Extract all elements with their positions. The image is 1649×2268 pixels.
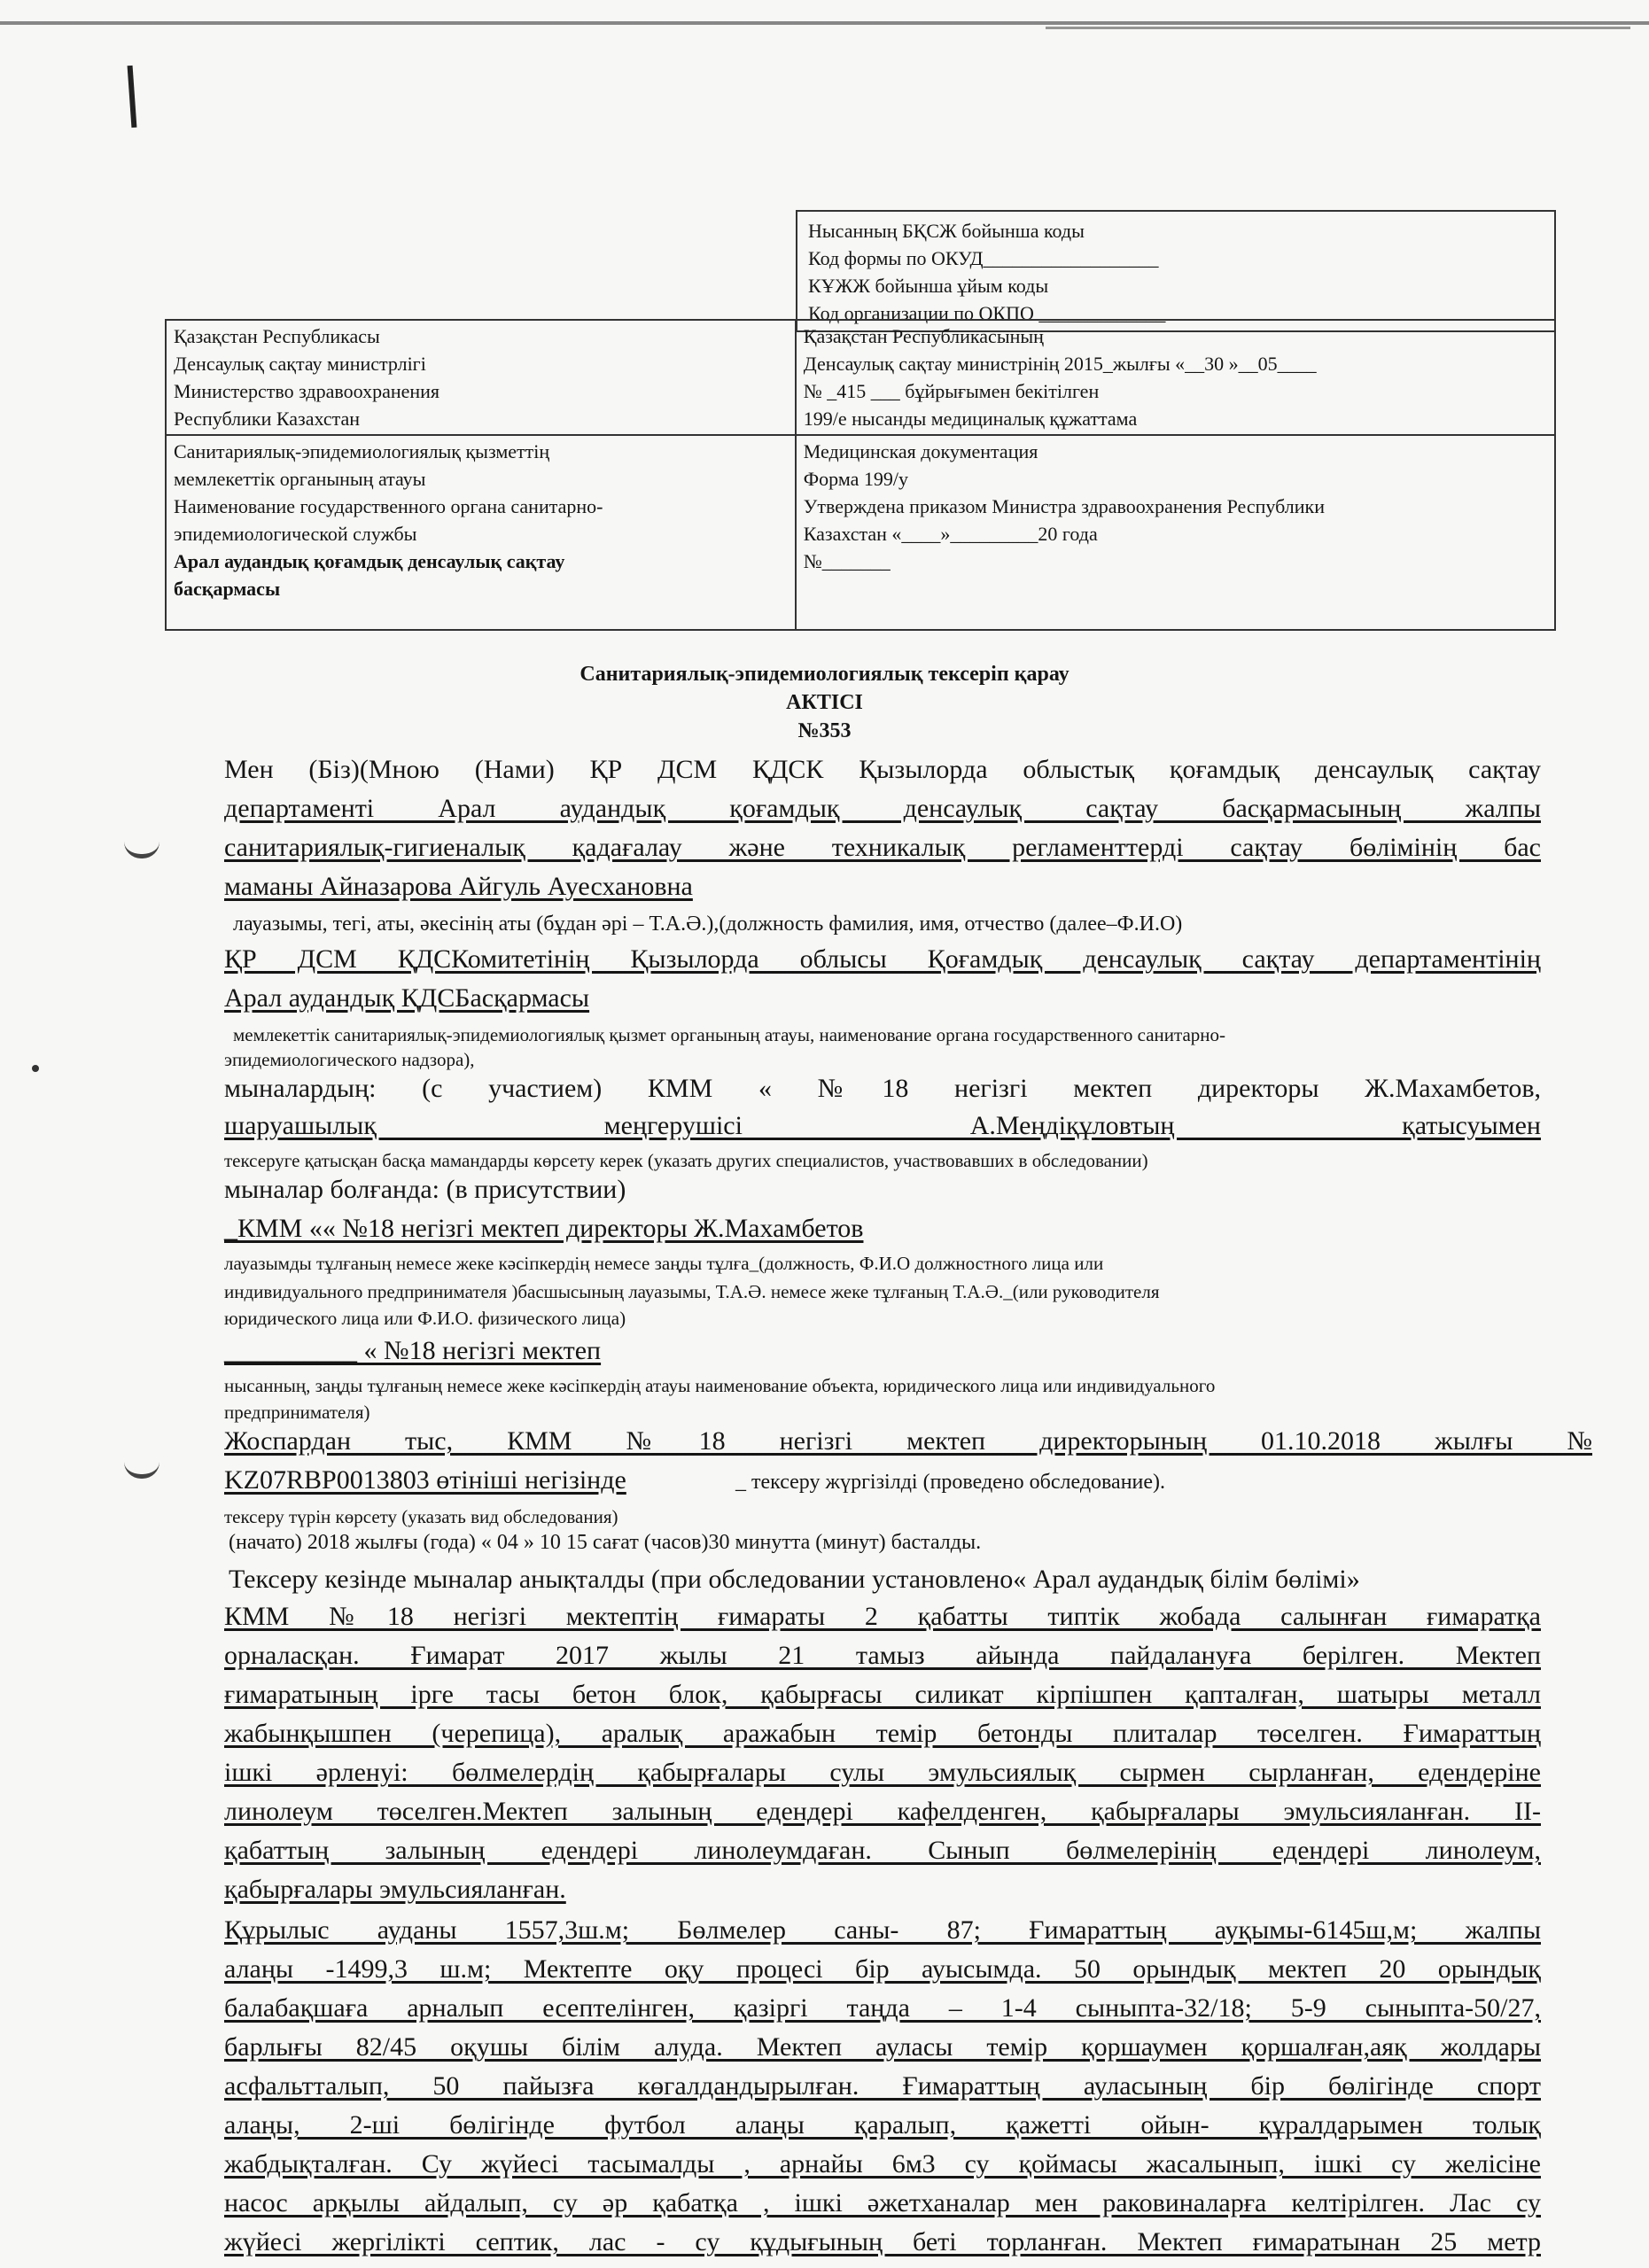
body-line: балабақшаға арналып есептелінген, қазіргі таңда – 1-4 сыныпта-32/18; 5-9 сыныпта-50/27, [224,1993,1541,2023]
binder-hole [124,842,159,858]
authority-line: Санитариялық-эпидемиологиялық қызметтің [174,440,550,462]
form-code-box [796,210,1556,332]
caption: лауазымды тұлғаның немесе жеке кәсіпкердің немесе заңды тұлға_(должность, Ф.И.О должностного лица или [224,1253,1104,1274]
body-line: шаруашылық меңгерушісі А.Меңдіқұловтың қатысуымен [224,1111,1541,1140]
approval-ru-line: Медицинская документация [803,440,1038,462]
body-line: _ тексеру жүргізілді (проведено обследование). [735,1471,1166,1494]
form-code-line: Код организации по ОКПО _____________ [808,302,1166,324]
act-subtitle: АКТІСІ [786,691,863,714]
body-line: санитариялық-гигиеналық қадағалау және техникалық регламенттерді сақтау бөлімінің бас [224,833,1541,862]
approval-ru-line: Казахстан «____»_________20 года [803,523,1098,545]
approval-line: № _415 ___ бұйрығымен бекітілген [803,380,1100,402]
approval-ru-line: Утверждена приказом Министра здравоохранения Республики [803,495,1325,517]
caption: юридического лица или Ф.И.О. физического лица) [224,1308,626,1329]
body-line: __________ « №18 негізгі мектеп [224,1336,602,1365]
ministry-cell [166,320,796,435]
body-line: насос арқылы айдалып, су әр қабатқа , ішкі әжетханалар мен раковиналарға келтірілген. Лас су [224,2188,1541,2218]
body-line: маманы Айназарова Айгуль Ауесхановна [224,872,693,901]
body-line: жабынқышпен (черепица), аралық аражабын темір бетонды плиталар төселген. Ғимараттың [224,1719,1541,1748]
approval-line: 199/е нысанды медициналық құжаттама [803,408,1138,430]
authority-cell [166,435,796,630]
body-line: орналасқан. Ғимарат 2017 жылы 21 тамыз айында пайдалануға берілген. Мектеп [224,1641,1541,1670]
form-code-line: КҰЖЖ бойынша ұйым коды [808,275,1049,297]
body-line: жүйесі жергілікті септик, лас - су құдығының беті торланған. Мектеп ғимаратынан 25 метр [224,2227,1541,2256]
body-line: қабаттың залының едендері линолеумдаған. Сынып бөлмелерінің едендері линолеум, [224,1836,1541,1865]
body-line: Мен (Біз)(Мною (Нами) ҚР ДСМ ҚДСК Қызылорда облыстық қоғамдық денсаулық сақтау [224,755,1541,784]
approval-line: Денсаулық сақтау министрінің 2015_жылғы «__30 »__05____ [803,353,1317,375]
body-line: Тексеру кезінде мыналар анықталды (при обследовании установлено« Арал аудандық білім бөлімі» [229,1565,1360,1594]
ministry-line: Республики Казахстан [174,408,361,430]
ministry-line: Қазақстан Республикасы [174,325,380,347]
body-line: жабдықталған. Су жүйесі тасымалды , арнайы 6м3 су қоймасы жасалынып, ішкі су желісіне [224,2149,1541,2179]
body-line: Жоспардан тыс, КММ №18 негізгі мектеп директорының 01.10.2018 жылғы № [224,1426,1592,1456]
form-code-line: Код формы по ОКУД__________________ [808,247,1159,269]
authority-name: Арал аудандық қоғамдық денсаулық сақтау [174,550,565,572]
body-line: КММ №18 негізгі мектептің ғимараты 2 қабатты типтік жобада салынған ғимаратқа [224,1602,1541,1631]
form-code-line: Нысанның БҚСЖ бойынша коды [808,220,1085,242]
body-line: департаменті Арал аудандық қоғамдық денсаулық сақтау басқармасының жалпы [224,794,1541,823]
authority-name: басқармасы [174,578,281,600]
scan-edge-top [0,21,1649,25]
act-title: Санитариялық-эпидемиологиялық тексеріп қарау [579,663,1070,686]
body-line: алаңы -1499,3 ш.м; Мектепте оқу процесі бір ауысымда. 50 орындық мектеп 20 орындық [224,1954,1541,1984]
caption: нысанның, заңды тұлғаның немесе жеке кәсіпкердің атауы наименование объекта, юридического лица или индивидуального [224,1375,1216,1396]
ministry-line: Министерство здравоохранения [174,380,440,402]
body-line: Құрылыс ауданы 1557,3ш.м; Бөлмелер саны- 87; Ғимараттың ауқымы-6145ш,м; жалпы [224,1915,1541,1945]
body-line: (начато) 2018 жылғы (года) « 04 » 10 15 сағат (часов)30 минутта (минут) басталды. [229,1531,982,1554]
body-line: барлығы 82/45 оқушы білім алуда. Мектеп ауласы темір қоршаумен қоршалған,аяқ жолдары [224,2032,1541,2062]
approval-ru-line: №_______ [803,550,891,572]
authority-line: Наименование государственного органа санитарно- [174,495,603,517]
body-line: линолеум төселген.Мектеп залының едендері кафелденген, қабырғалары эмульсияланған. ІІ- [224,1797,1541,1826]
caption: эпидемиологического надзора), [224,1049,475,1070]
scan-dot [32,1065,39,1072]
caption: мемлекеттік санитариялық-эпидемиологиялық қызмет органының атауы, наименование органа государственного санитарно- [233,1024,1225,1045]
authority-line: мемлекеттік органының атауы [174,468,426,490]
approval-ru-line: Форма 199/у [803,468,908,490]
body-line: мыналардың: (с участием) КММ « №18 негізгі мектеп директоры Ж.Махамбетов, [224,1074,1541,1103]
approval-cell-ru [796,435,1555,630]
approval-line: Қазақстан Республикасының [803,325,1044,347]
header-table [165,319,1556,631]
body-line: ҚР ДСМ ҚДСКомитетінің Қызылорда облысы Қоғамдық денсаулық сақтау департаментінің [224,944,1541,974]
body-line: асфальтталып, 50 пайызға көгалдандырылған. Ғимараттың ауласының бір бөлігінде спорт [224,2071,1541,2101]
body-line: ішкі әрленуі: бөлмелердің қабырғалары сулы эмульсиялық сырмен сырланған, едендеріне [224,1758,1541,1787]
caption: предпринимателя) [224,1402,370,1423]
caption: тексеру түрін көрсету (указать вид обследования) [224,1506,618,1527]
body-line: ғимаратының ірге тасы бетон блок, қабырғасы силикат кірпішпен қапталған, шатыры металл [224,1680,1541,1709]
caption: индивидуального предпринимателя )басшысының лауазымы, Т.А.Ә. немесе жеке тұлғаның Т.А.Ә._(или руководителя [224,1281,1160,1302]
caption: тексеруге қатысқан басқа мамандарды көрсету керек (указать других специалистов, участвовавших в обследовании) [224,1150,1148,1171]
body-line: қабырғалары эмульсияланған. [224,1875,566,1904]
body-line: Арал аудандық ҚДСБасқармасы [224,983,590,1013]
body-line: _КММ «« №18 негізгі мектеп директоры Ж.Махамбетов [224,1214,864,1243]
body-line: алаңы, 2-ші бөлігінде футбол алаңы қаралып, қажетті ойын- құралдарымен толық [224,2110,1541,2140]
binder-hole [124,1462,159,1479]
scan-mark [128,66,137,128]
ministry-line: Денсаулық сақтау министрлігі [174,353,426,375]
body-line: мыналар болғанда: (в присутствии) [224,1175,626,1204]
body-line: KZ07RBP0013803 өтініші негізінде [224,1465,626,1495]
authority-line: эпидемиологической службы [174,523,417,545]
approval-cell-kz [796,320,1555,435]
scan-edge-top-2 [1046,27,1630,29]
act-number: №353 [797,719,852,742]
caption: лауазымы, тегі, аты, әкесінің аты (бұдан әрі – Т.А.Ә.),(должность фамилия, имя, отчество (далее–Ф.И.О) [233,913,1183,936]
